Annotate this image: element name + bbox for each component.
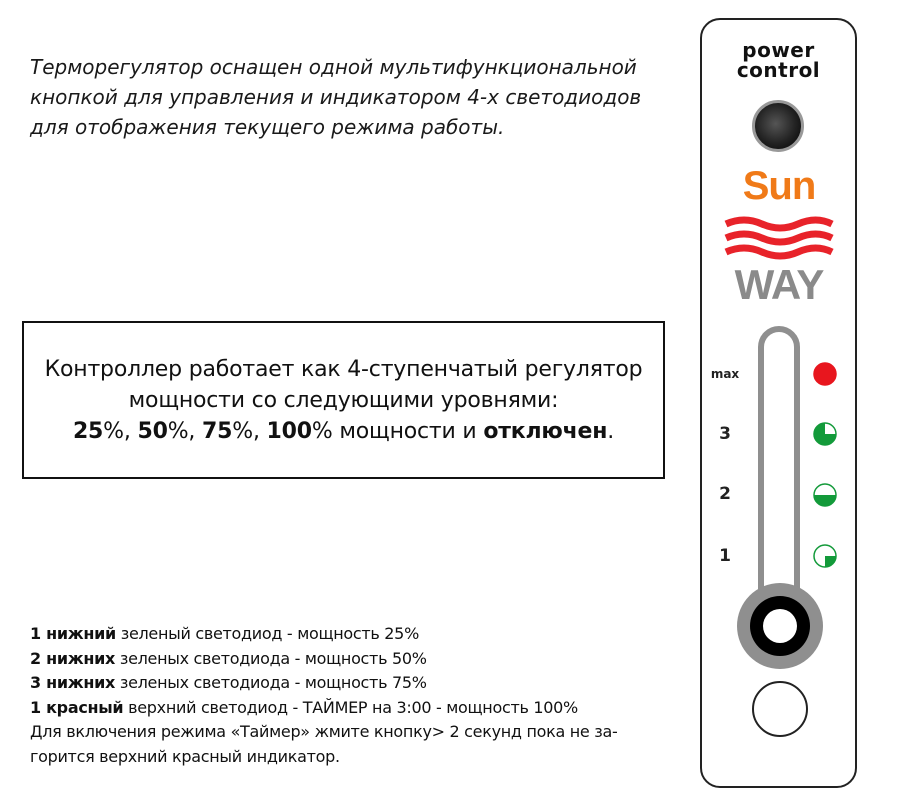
- brand-line-2: control: [736, 58, 821, 82]
- led-level-1: [812, 543, 838, 569]
- note-text: зеленый светодиод - мощность 25%: [115, 624, 419, 643]
- note-text: зеленых светодиода - мощность 75%: [115, 673, 427, 692]
- percent-sign: %: [311, 419, 333, 444]
- box-end: .: [607, 419, 615, 444]
- note-bold: 1 нижний: [30, 624, 116, 643]
- separator: ,: [252, 419, 267, 444]
- brand-line-1: power: [742, 38, 815, 62]
- level-100: 100: [266, 419, 312, 444]
- level-label-2: 2: [719, 484, 731, 504]
- led-fill: [814, 495, 836, 506]
- note-bold: 2 нижних: [30, 648, 116, 668]
- led-level-2: [812, 482, 838, 508]
- level-50: 50: [137, 419, 168, 444]
- note-row: [30, 720, 670, 745]
- note-bold: 1 красный: [30, 697, 124, 717]
- percent-sign: %: [103, 419, 124, 444]
- power-levels-box: [22, 321, 665, 479]
- thermometer-tube: [758, 326, 800, 618]
- led-notes: [30, 622, 670, 769]
- note-row: [30, 622, 670, 647]
- note-text: зеленых светодиода - мощность 50%: [115, 648, 427, 668]
- thermometer-bulb: [737, 583, 823, 669]
- note-text: верхний светодиод - ТАЙМЕР на 3:00 - мощность 100%: [123, 697, 578, 717]
- note-row: [30, 745, 670, 770]
- intro-line: Терморегулятор оснащен одной мультифункциональной: [30, 55, 637, 79]
- logo-way-text: WAY: [734, 261, 824, 308]
- logo-sun-text: Sun: [742, 164, 816, 208]
- push-button[interactable]: [752, 681, 808, 737]
- note-text: горится верхний красный индикатор.: [30, 746, 340, 766]
- box-line-3: [24, 416, 663, 447]
- note-text: Для включения режима «Таймер» жмите кнопку> 2 секунд пока не за-: [30, 722, 618, 741]
- level-off: отключен: [483, 419, 608, 444]
- percent-sign: %: [232, 419, 253, 444]
- control-knob[interactable]: [752, 100, 804, 152]
- box-line-2: мощности со следующими уровнями:: [128, 388, 559, 413]
- level-label-3: 3: [719, 424, 731, 444]
- led-fill: [825, 556, 836, 567]
- led-level-3: [812, 421, 838, 447]
- note-row: [30, 647, 670, 672]
- bulb-core: [763, 609, 797, 643]
- note-bold: 3 нижних: [30, 673, 116, 692]
- note-row: [30, 671, 670, 696]
- intro-text: [30, 52, 690, 142]
- level-label-max: max: [710, 367, 740, 381]
- level-75: 75: [202, 419, 233, 444]
- brand-text: [702, 40, 855, 80]
- separator: ,: [188, 419, 203, 444]
- note-row: [30, 696, 670, 721]
- percent-sign: %: [167, 419, 189, 444]
- level-label-1: 1: [719, 546, 731, 566]
- intro-line: для отображения текущего режима работы.: [30, 115, 505, 139]
- level-25: 25: [72, 419, 104, 444]
- power-control-panel: [700, 18, 857, 788]
- intro-line: кнопкой для управления и индикатором 4-х светодиодов: [30, 85, 642, 109]
- logo-waves-icon: [724, 216, 834, 262]
- led-outline: [814, 363, 836, 385]
- separator: ,: [123, 419, 138, 444]
- box-tail: мощности и: [332, 419, 484, 444]
- bulb-ring: [750, 596, 810, 656]
- led-max: [812, 361, 838, 387]
- box-line-1: Контроллер работает как 4-ступенчатый регулятор: [44, 357, 643, 382]
